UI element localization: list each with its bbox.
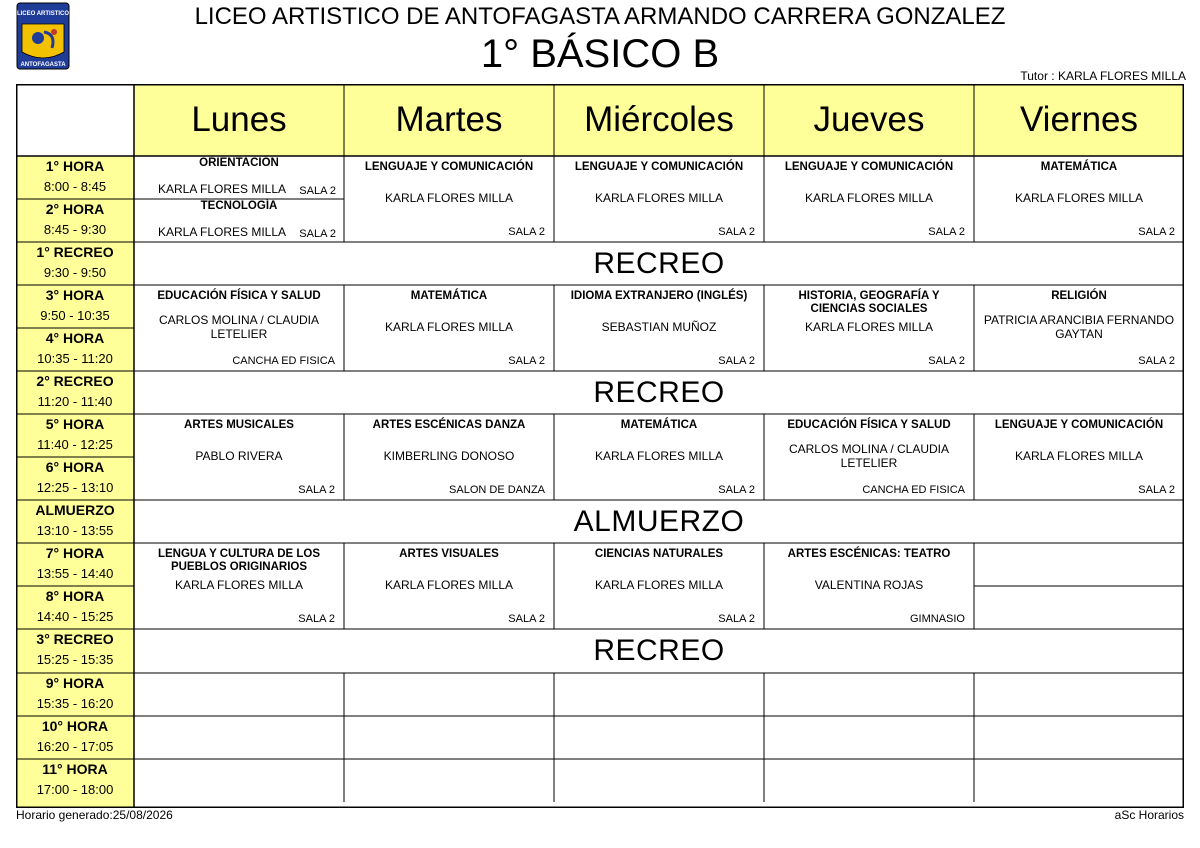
lesson-teacher: KARLA FLORES MILLA [804, 320, 934, 334]
tutor-label: Tutor : KARLA FLORES MILLA [1020, 69, 1186, 83]
lesson-teacher: KARLA FLORES MILLA [804, 191, 934, 205]
lesson-teacher: PABLO RIVERA [195, 449, 283, 463]
period-name: 11° HORA [42, 761, 108, 777]
lesson-subject: ARTES ESCÉNICAS DANZA [372, 419, 526, 431]
period-name: 1° HORA [45, 158, 105, 174]
lesson-teacher: KARLA FLORES MILLA [384, 320, 514, 334]
period-time: 17:00 - 18:00 [36, 782, 114, 797]
lesson-teacher: KARLA FLORES MILLA [594, 191, 724, 205]
period-name: 8° HORA [45, 588, 105, 604]
lesson-room: SALA 2 [298, 484, 335, 496]
break-row: ALMUERZO [573, 504, 745, 538]
lesson-room: SALA 2 [298, 613, 335, 625]
app-name: aSc Horarios [1114, 808, 1184, 822]
lesson-teacher: KARLA FLORES MILLA [594, 449, 724, 463]
day-header-3: Jueves [764, 84, 974, 156]
logo-text-top: LICEO ARTISTICO [16, 11, 70, 17]
lesson-teacher: PATRICIA ARANCIBIA FERNANDO GAYTAN [983, 313, 1175, 341]
period-time: 9:30 - 9:50 [43, 265, 107, 280]
lesson-subject: LENGUAJE Y COMUNICACIÓN [994, 419, 1164, 431]
logo-text-bottom: ANTOFAGASTA [20, 62, 66, 68]
lesson-room: SALA 2 [718, 355, 755, 367]
lesson-teacher: KARLA FLORES MILLA [157, 225, 287, 239]
lesson-room: SALA 2 [299, 185, 336, 197]
period-name: 1° RECREO [36, 244, 114, 260]
lesson-room: SALA 2 [299, 228, 336, 240]
period-time: 8:45 - 9:30 [43, 222, 107, 237]
lesson-room: SALA 2 [718, 484, 755, 496]
lesson-teacher: KARLA FLORES MILLA [157, 182, 287, 196]
break-row: RECREO [593, 375, 725, 409]
lesson-subject: MATEMÁTICA [410, 290, 488, 302]
lesson-subject: HISTORIA, GEOGRAFÍA Y CIENCIAS SOCIALES [798, 290, 940, 315]
day-header-1: Martes [344, 84, 554, 156]
timetable-lines [16, 84, 1184, 808]
period-name: 7° HORA [45, 545, 105, 561]
lesson-teacher: VALENTINA ROJAS [814, 578, 924, 592]
lesson-teacher: KARLA FLORES MILLA [1014, 449, 1144, 463]
period-time: 13:10 - 13:55 [36, 523, 114, 538]
grid-border [17, 85, 1184, 808]
lesson-teacher: KIMBERLING DONOSO [383, 449, 515, 463]
period-time: 10:35 - 11:20 [37, 351, 113, 366]
period-name: 5° HORA [45, 416, 105, 432]
period-name: 3° HORA [45, 287, 105, 303]
lesson-teacher: KARLA FLORES MILLA [1014, 191, 1144, 205]
lesson-teacher: KARLA FLORES MILLA [384, 191, 514, 205]
period-time: 15:35 - 16:20 [36, 696, 114, 711]
lesson-subject: LENGUAJE Y COMUNICACIÓN [364, 161, 534, 173]
period-name: 2° HORA [45, 201, 105, 217]
school-name: LICEO ARTISTICO DE ANTOFAGASTA ARMANDO CARRERA GONZALEZ [194, 3, 1006, 30]
lesson-room: SALA 2 [928, 226, 965, 238]
day-header-2: Miércoles [554, 84, 764, 156]
lesson-subject: MATEMÁTICA [620, 419, 698, 431]
lesson-room: GIMNASIO [909, 613, 965, 625]
lesson-room: SALON DE DANZA [449, 484, 545, 496]
lesson-teacher: KARLA FLORES MILLA [594, 578, 724, 592]
day-header-4: Viernes [974, 84, 1184, 156]
lesson-subject: ARTES ESCÉNICAS: TEATRO [787, 548, 951, 560]
lesson-subject: ORIENTACIÓN [199, 157, 279, 169]
school-crest-icon [16, 2, 70, 70]
lesson-subject: LENGUAJE Y COMUNICACIÓN [574, 161, 744, 173]
lesson-subject: RELIGIÓN [1051, 290, 1107, 302]
day-header-0: Lunes [134, 84, 344, 156]
lesson-room: SALA 2 [508, 613, 545, 625]
period-time: 11:40 - 12:25 [37, 437, 113, 452]
period-time: 15:25 - 15:35 [36, 652, 114, 667]
lesson-teacher: SEBASTIAN MUÑOZ [601, 320, 717, 334]
lesson-teacher: KARLA FLORES MILLA [174, 578, 304, 592]
period-time: 11:20 - 11:40 [37, 394, 113, 409]
lesson-room: SALA 2 [1138, 355, 1175, 367]
lesson-room: SALA 2 [508, 355, 545, 367]
lesson-subject: ARTES VISUALES [399, 548, 499, 560]
period-time: 8:00 - 8:45 [43, 179, 107, 194]
period-name: 2° RECREO [36, 373, 114, 389]
lesson-room: SALA 2 [1138, 484, 1175, 496]
lesson-room: SALA 2 [718, 226, 755, 238]
lesson-subject: EDUCACIÓN FÍSICA Y SALUD [157, 290, 321, 302]
period-name: 3° RECREO [36, 631, 114, 647]
lesson-subject: CIENCIAS NATURALES [594, 548, 724, 560]
period-time: 9:50 - 10:35 [40, 308, 110, 323]
lesson-teacher: CARLOS MOLINA / CLAUDIA LETELIER [158, 313, 320, 341]
lesson-room: CANCHA ED FISICA [232, 355, 335, 367]
period-name: 10° HORA [41, 718, 109, 734]
lesson-subject: MATEMÁTICA [1040, 161, 1118, 173]
lesson-teacher: CARLOS MOLINA / CLAUDIA LETELIER [788, 442, 950, 470]
period-time: 12:25 - 13:10 [36, 480, 114, 495]
period-name: 6° HORA [45, 459, 105, 475]
lesson-room: SALA 2 [508, 226, 545, 238]
period-name: ALMUERZO [35, 502, 115, 518]
lesson-room: SALA 2 [1138, 226, 1175, 238]
lesson-subject: LENGUA Y CULTURA DE LOS PUEBLOS ORIGINARIOS [157, 548, 321, 573]
class-title: 1° BÁSICO B [480, 32, 720, 76]
period-name: 9° HORA [45, 675, 105, 691]
lesson-room: SALA 2 [718, 613, 755, 625]
period-time: 13:55 - 14:40 [36, 566, 114, 581]
period-time: 16:20 - 17:05 [36, 739, 114, 754]
generated-date: Horario generado:25/08/2026 [16, 808, 173, 822]
lesson-room: SALA 2 [928, 355, 965, 367]
lesson-subject: LENGUAJE Y COMUNICACIÓN [784, 161, 954, 173]
lesson-subject: ARTES MUSICALES [184, 419, 294, 431]
lesson-teacher: KARLA FLORES MILLA [384, 578, 514, 592]
lesson-subject: EDUCACIÓN FÍSICA Y SALUD [787, 419, 951, 431]
timetable-grid [16, 84, 1184, 808]
lesson-subject: TECNOLOGÍA [200, 200, 278, 212]
period-time: 14:40 - 15:25 [36, 609, 114, 624]
break-row: RECREO [593, 634, 725, 667]
period-name: 4° HORA [45, 330, 105, 346]
break-row: RECREO [593, 246, 725, 280]
lesson-subject: IDIOMA EXTRANJERO (INGLÉS) [570, 290, 748, 302]
lesson-room: CANCHA ED FISICA [862, 484, 965, 496]
